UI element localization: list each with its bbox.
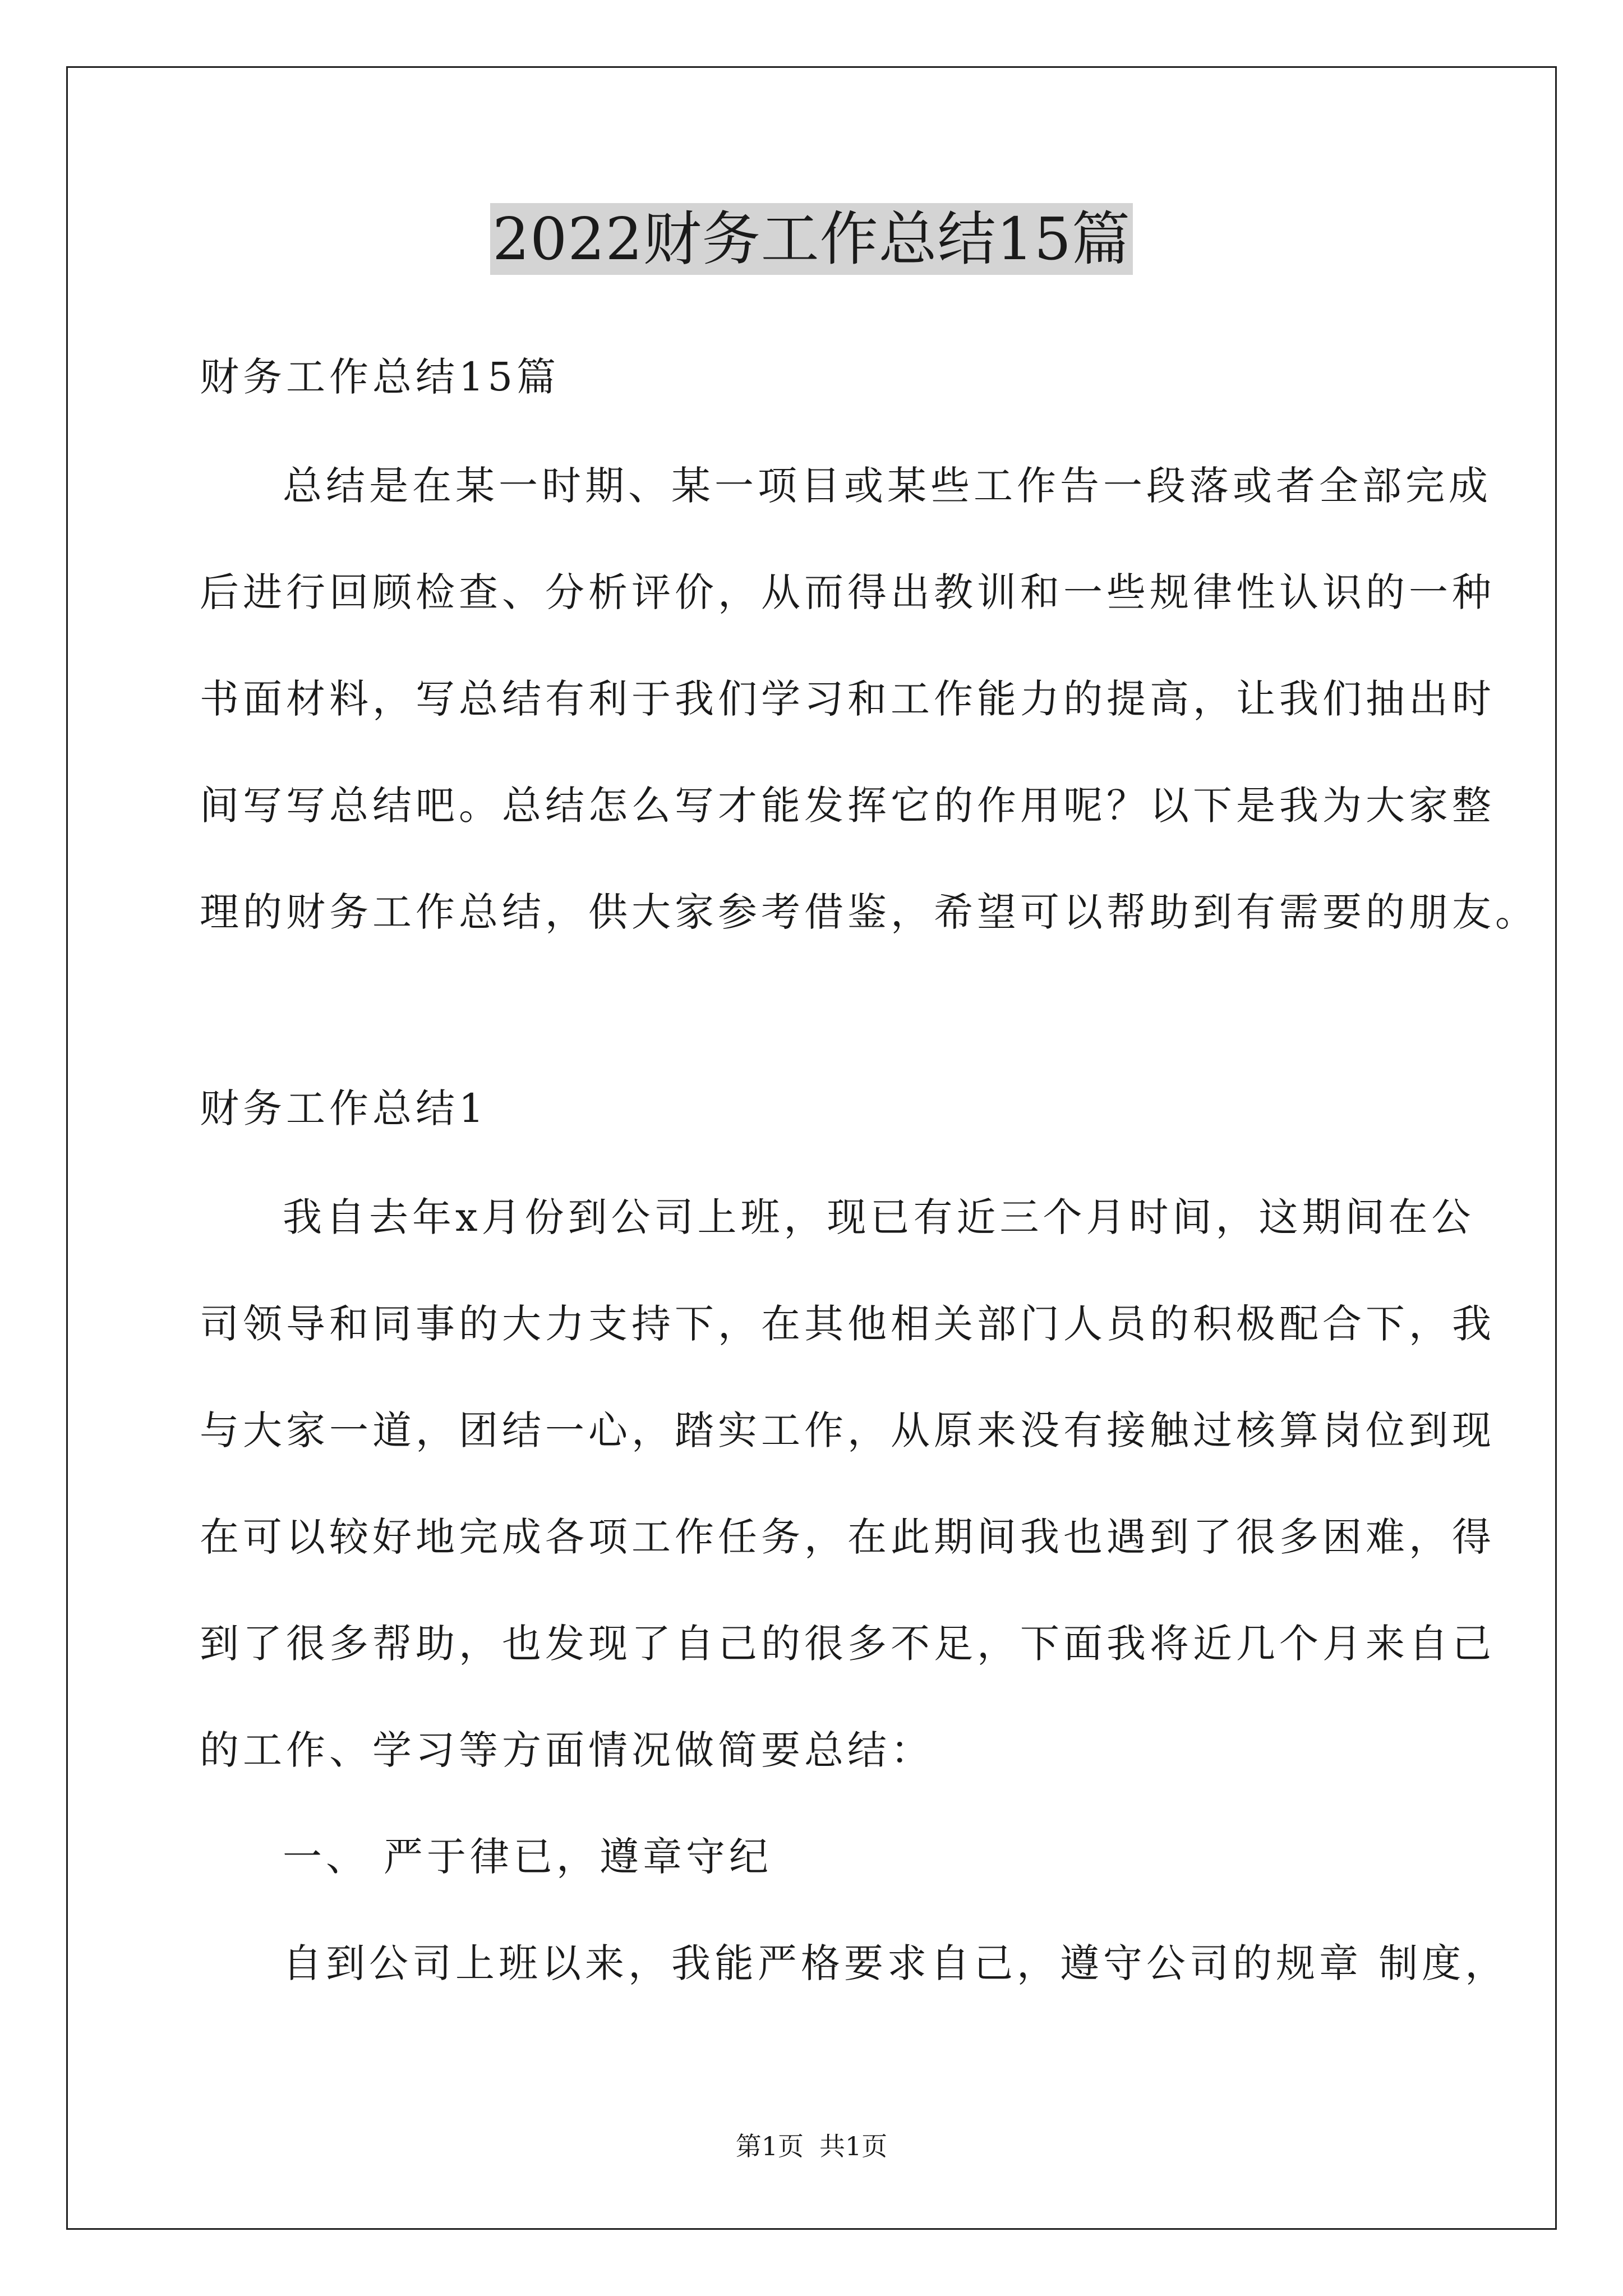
page-footer xyxy=(0,2129,1623,2163)
section1-line-1: 我自去年x月份到公司上班，现已有近三个月时间，这期间在公 xyxy=(283,1194,1475,1240)
body-last-line: 自到公司上班以来，我能严格要求自己，遵守公司的规章 制度， xyxy=(283,1940,1509,1986)
section1-line-6: 的工作、学习等方面情况做简要总结： xyxy=(200,1727,934,1773)
intro-line-1: 总结是在某一时期、某一项目或某些工作告一段落或者全部完成 xyxy=(283,463,1492,509)
list-item-number: 一、 xyxy=(283,1834,369,1880)
section1-line-3: 与大家一道，团结一心，踏实工作，从原来没有接触过核算岗位到现 xyxy=(200,1407,1495,1453)
intro-line-4: 间写写总结吧。总结怎么写才能发挥它的作用呢？以下是我为大家整 xyxy=(200,783,1495,829)
document-title: 2022财务工作总结15篇 xyxy=(490,203,1133,275)
section-heading-1: 财务工作总结1 xyxy=(200,1085,488,1131)
section1-line-4: 在可以较好地完成各项工作任务，在此期间我也遇到了很多困难，得 xyxy=(200,1514,1495,1560)
intro-line-3: 书面材料，写总结有利于我们学习和工作能力的提高，让我们抽出时 xyxy=(200,676,1495,722)
section1-line-5: 到了很多帮助，也发现了自己的很多不足，下面我将近几个月来自己 xyxy=(200,1621,1495,1667)
document-title-block xyxy=(0,203,1623,275)
intro-line-5: 理的财务工作总结，供大家参考借鉴，希望可以帮助到有需要的朋友。 xyxy=(200,889,1538,935)
section1-line-2: 司领导和同事的大力支持下，在其他相关部门人员的积极配合下，我 xyxy=(200,1301,1495,1347)
list-item-text: 严于律已，遵章守纪 xyxy=(384,1834,772,1880)
intro-line-2: 后进行回顾检查、分析评价，从而得出教训和一些规律性认识的一种 xyxy=(200,569,1495,615)
page-number: 第1页 xyxy=(735,2131,804,2161)
page-total: 共1页 xyxy=(819,2131,888,2161)
document-subtitle: 财务工作总结15篇 xyxy=(200,354,560,400)
